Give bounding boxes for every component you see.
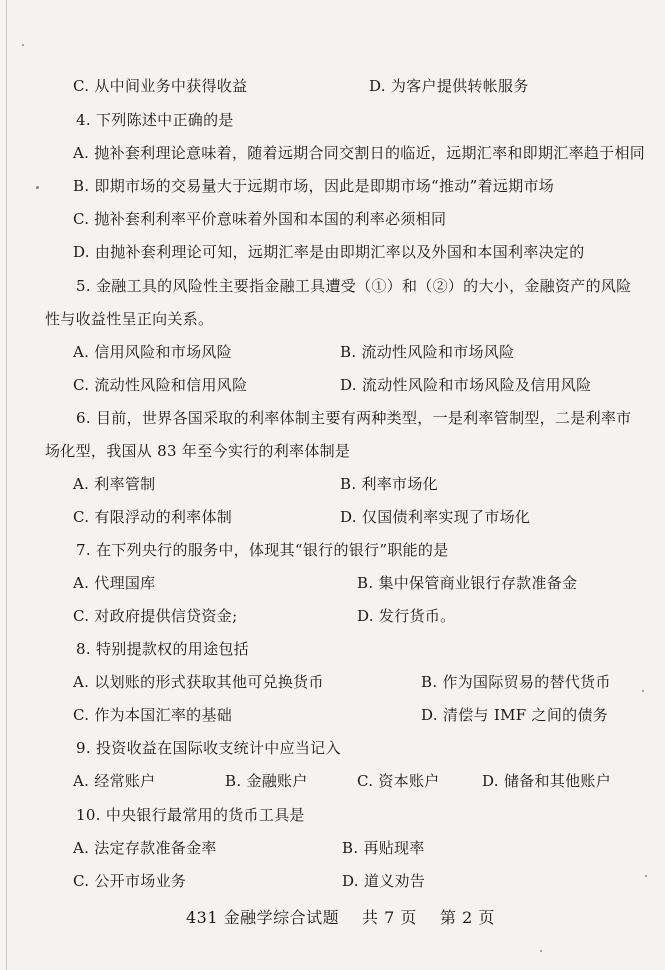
q6-stem-line2: 场化型，我国从 83 年至今实行的利率体制是 (45, 442, 351, 460)
scan-speck (642, 690, 644, 692)
q7-option-b: B. 集中保管商业银行存款准备金 (357, 574, 578, 592)
q5-stem-line1: 5. 金融工具的风险性主要指金融工具遭受（①）和（②）的大小，金融资产的风险 (76, 277, 632, 295)
q4-option-b: B. 即期市场的交易量大于远期市场，因此是即期市场“推动”着远期市场 (73, 177, 555, 195)
q7-option-d: D. 发行货币。 (357, 607, 456, 625)
q10-option-d: D. 道义劝告 (342, 872, 426, 890)
q5-option-a: A. 信用风险和市场风险 (73, 343, 232, 361)
q10-stem: 10. 中央银行最常用的货币工具是 (76, 806, 305, 824)
footer-exam-title: 431 金融学综合试题 (186, 908, 340, 927)
q9-option-d: D. 储备和其他账户 (482, 772, 612, 790)
page-edge (6, 0, 7, 970)
footer-page-number: 第 2 页 (440, 908, 495, 927)
q6-stem-line1: 6. 目前，世界各国采取的利率体制主要有两种类型，一是利率管制型，二是利率市 (76, 409, 632, 427)
scan-speck (540, 950, 542, 952)
q3-option-d: D. 为客户提供转帐服务 (369, 77, 529, 95)
q8-option-c: C. 作为本国汇率的基础 (73, 706, 233, 724)
q8-option-a: A. 以划账的形式获取其他可兑换货币 (73, 673, 324, 691)
q7-option-c: C. 对政府提供信贷资金; (73, 607, 238, 625)
q5-option-d: D. 流动性风险和市场风险及信用风险 (340, 376, 592, 394)
q4-option-d: D. 由抛补套利理论可知，远期汇率是由即期汇率以及外国和本国利率决定的 (73, 243, 585, 261)
q5-stem-line2: 性与收益性呈正向关系。 (45, 310, 214, 328)
scan-speck (36, 186, 39, 189)
q4-stem: 4. 下列陈述中正确的是 (76, 111, 234, 129)
scan-speck (645, 875, 647, 877)
footer-total-pages: 共 7 页 (362, 908, 417, 927)
q7-option-a: A. 代理国库 (73, 574, 156, 592)
q10-option-c: C. 公开市场业务 (73, 872, 187, 890)
q9-stem: 9. 投资收益在国际收支统计中应当记入 (76, 739, 341, 757)
q10-option-a: A. 法定存款准备金率 (73, 839, 217, 857)
q3-option-c: C. 从中间业务中获得收益 (73, 77, 248, 95)
q7-stem: 7. 在下列央行的服务中，体现其“银行的银行”职能的是 (76, 541, 449, 559)
scan-speck (22, 44, 24, 46)
q8-stem: 8. 特别提款权的用途包括 (76, 640, 249, 658)
q9-option-c: C. 资本账户 (357, 772, 440, 790)
q4-option-c: C. 抛补套利利率平价意味着外国和本国的利率必须相同 (73, 210, 447, 228)
q6-option-c: C. 有限浮动的利率体制 (73, 508, 233, 526)
q9-option-b: B. 金融账户 (225, 772, 308, 790)
q6-option-b: B. 利率市场化 (340, 475, 438, 493)
q5-option-b: B. 流动性风险和市场风险 (340, 343, 515, 361)
q9-option-a: A. 经常账户 (73, 772, 156, 790)
q6-option-d: D. 仅国债利率实现了市场化 (340, 508, 531, 526)
q8-option-b: B. 作为国际贸易的替代货币 (421, 673, 611, 691)
q6-option-a: A. 利率管制 (73, 475, 156, 493)
q10-option-b: B. 再贴现率 (342, 839, 425, 857)
q4-option-a: A. 抛补套利理论意味着，随着远期合同交割日的临近，远期汇率和即期汇率趋于相同 (73, 144, 646, 162)
q5-option-c: C. 流动性风险和信用风险 (73, 376, 248, 394)
q8-option-d: D. 清偿与 IMF 之间的债务 (421, 706, 609, 724)
